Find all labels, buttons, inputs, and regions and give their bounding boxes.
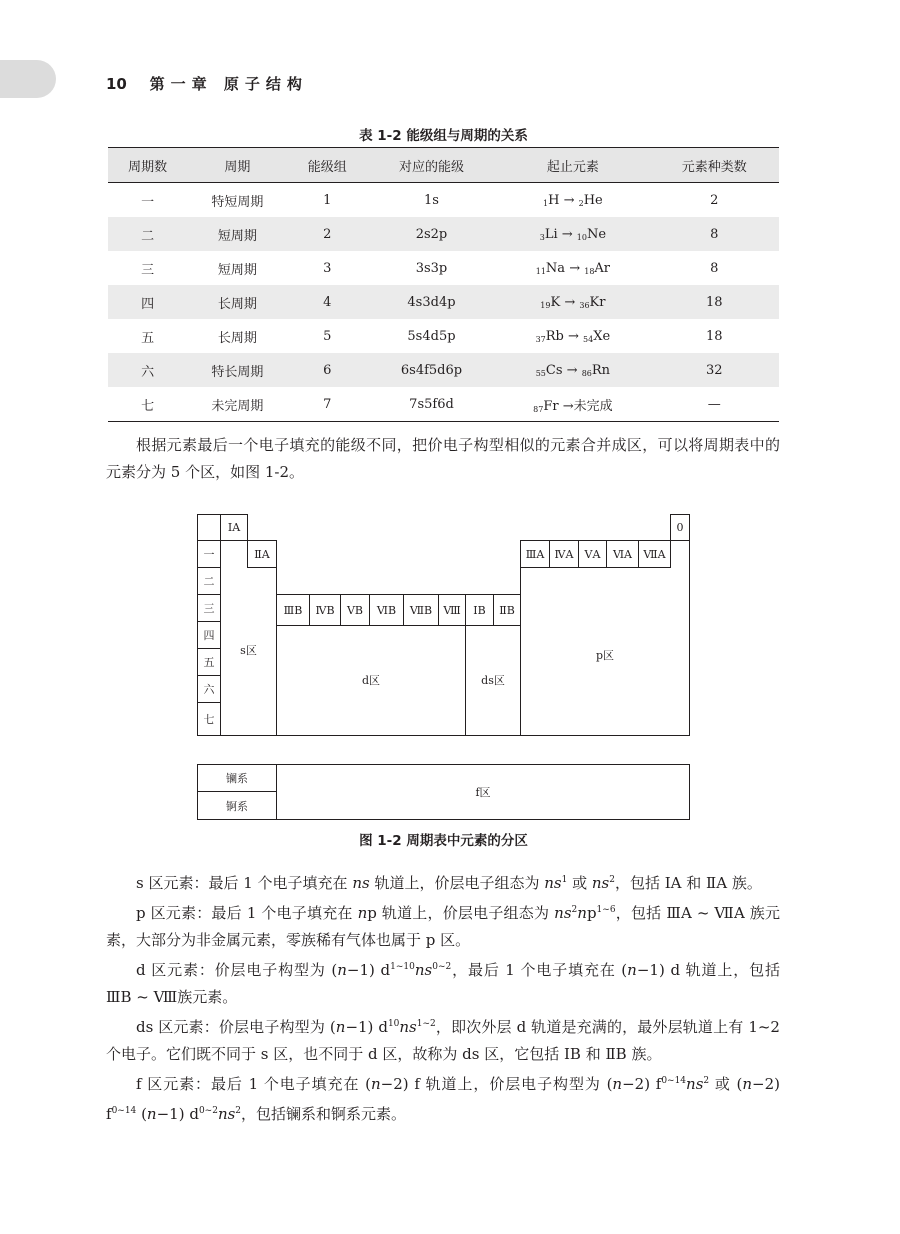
period-label: 七 (197, 702, 221, 736)
cell-period: 未完周期 (187, 387, 287, 422)
table-row (108, 251, 779, 285)
period-label: 六 (197, 675, 221, 703)
intro-paragraph (106, 432, 780, 486)
page-header (106, 73, 308, 94)
cell-levels: 3s3p (415, 260, 448, 276)
p-block-label: p区 (595, 649, 615, 662)
d-group-label: ⅤB (340, 594, 370, 626)
chapter-title: 第一章 原子结构 (149, 75, 308, 93)
cell-count: 18 (650, 285, 779, 319)
period-label: 三 (197, 594, 221, 622)
intro-text: 根据元素最后一个电子填充的能级不同，把价电子构型相似的元素合并成区，可以将周期表中的元素分为 5 个区，如图 1-2。 (106, 436, 780, 481)
cell-levels: 5s4d5p (407, 328, 456, 344)
p-group-label: ⅦA (638, 540, 671, 568)
cell-levels: 1s (424, 192, 439, 208)
cell-elements: $_{19}$K → $_{36}$Kr (496, 285, 649, 319)
cell-levels: 7s5f6d (367, 387, 496, 422)
period-label: 二 (197, 567, 221, 595)
cell-period: 特短周期 (211, 194, 264, 210)
ds-group-label: ⅡB (493, 594, 521, 626)
cell-period-number: 一 (141, 194, 155, 210)
d-group-label: ⅣB (309, 594, 341, 626)
cell-elements: $_3$Li → $_{10}$Ne (496, 217, 649, 251)
header-count: 元素种类数 (650, 148, 779, 183)
table-row (108, 285, 779, 319)
cell-period: 长周期 (217, 330, 257, 346)
period-label: 四 (197, 621, 221, 649)
table-row (108, 353, 779, 387)
page-number: 10 (106, 75, 127, 93)
f-block: f区 (276, 764, 690, 820)
p-group-label: ⅤA (578, 540, 607, 568)
blocks-description (106, 867, 780, 1128)
group-2a-label: ⅡA (247, 540, 277, 568)
cell-level-group: 3 (323, 260, 332, 276)
d-group-label: ⅦB (403, 594, 439, 626)
cell-level-group: 4 (288, 285, 367, 319)
header-period-number: 周期数 (108, 148, 187, 183)
cell-elements: $_{37}$Rb → $_{54}$Xe (535, 328, 611, 344)
actinide-label: 锕系 (197, 791, 277, 820)
cell-period-number: 四 (108, 285, 187, 319)
table-caption: 表 1-2 能级组与周期的关系 (359, 128, 528, 144)
cell-levels: 6s4f5d6p (367, 353, 496, 387)
cell-level-group: 1 (323, 192, 332, 208)
header-period: 周期 (187, 148, 287, 183)
cell-period: 短周期 (217, 262, 257, 278)
period-label: 五 (197, 648, 221, 676)
cell-elements: $_{55}$Cs → $_{86}$Rn (496, 353, 649, 387)
chapter-tab (0, 60, 56, 98)
cell-level-group: 2 (288, 217, 367, 251)
s-block-paragraph: s 区元素：最后 1 个电子填充在 ns 轨道上，价层电子组态为 $ns^1$ 或 $ns^2$，包括 ⅠA 和 ⅡA 族。 (136, 874, 762, 892)
ds-block-label: ds区 (481, 674, 505, 687)
group-0-label: 0 (670, 514, 690, 541)
p-group-label: ⅥA (606, 540, 639, 568)
cell-levels: 4s3d4p (367, 285, 496, 319)
s-block-label: s区 (240, 644, 257, 657)
d-group-label: Ⅷ (438, 594, 466, 626)
header-elements: 起止元素 (496, 148, 649, 183)
cell-count: 8 (710, 260, 719, 276)
cell-elements: $_{11}$Na → $_{18}$Ar (535, 260, 611, 276)
cell-levels: 2s2p (367, 217, 496, 251)
period-label: 一 (197, 540, 221, 568)
cell-period: 短周期 (187, 217, 287, 251)
d-block-label: d区 (361, 674, 381, 687)
cell-period-number: 六 (108, 353, 187, 387)
cell-count: 32 (650, 353, 779, 387)
d-group-label: ⅥB (369, 594, 404, 626)
lanthanide-label: 镧系 (197, 764, 277, 792)
cell-level-group: 7 (288, 387, 367, 422)
figure-caption: 图 1-2 周期表中元素的分区 (359, 833, 528, 849)
cell-elements: $_{87}$Fr →未完成 (496, 387, 649, 422)
ds-group-label: ⅠB (465, 594, 494, 626)
cell-level-group: 6 (288, 353, 367, 387)
cell-elements: $_1$H → $_2$He (543, 192, 603, 208)
cell-period-number: 二 (108, 217, 187, 251)
cell-count: 8 (650, 217, 779, 251)
d-block-paragraph: d 区元素：价层电子构型为 (n−1) $d^{1\sim 10}ns^{0\sim 2}$，最后 1 个电子填充在 (n−1) d 轨道上，包括 ⅢB ~ Ⅷ族元素。 (106, 961, 781, 1006)
cell-level-group: 5 (323, 328, 332, 344)
cell-count: 18 (706, 328, 723, 344)
table-header-row (108, 148, 779, 183)
cell-period: 特长周期 (187, 353, 287, 387)
d-group-label: ⅢB (276, 594, 310, 626)
header-level-group: 能级组 (288, 148, 367, 183)
period-blank (197, 514, 221, 541)
cell-period-number: 三 (141, 262, 155, 278)
group-1a-label: ⅠA (220, 514, 248, 541)
p-group-label: ⅢA (520, 540, 550, 568)
p-group-label: ⅣA (549, 540, 579, 568)
table-row (108, 217, 779, 251)
cell-count: 2 (710, 192, 719, 208)
table-row (108, 183, 779, 218)
cell-count: — (650, 387, 779, 422)
energy-level-table (108, 147, 779, 422)
cell-period: 长周期 (187, 285, 287, 319)
cell-period-number: 五 (141, 330, 155, 346)
table-row (108, 387, 779, 422)
ds-block-paragraph: ds 区元素：价层电子构型为 (n−1) $d^{10}ns^{1\sim 2}$，即次外层 d 轨道是充满的，最外层轨道上有 1~2 个电子。它们既不同于 s 区，也不同于 d 区，故称为 ds 区，它包括 ⅠB 和 ⅡB 族。 (106, 1018, 780, 1063)
p-block-paragraph: p 区元素：最后 1 个电子填充在 np 轨道上，价层电子组态为 $ns^2np^{1\sim 6}$，包括 ⅢA ~ ⅦA 族元素，大部分为非金属元素，零族稀有气体也属于 p 区。 (106, 904, 780, 949)
f-block-paragraph: f 区元素：最后 1 个电子填充在 (n−2) f 轨道上，价层电子构型为 (n−2) $f^{0\sim 14}ns^2$ 或 (n−2) $f^{0\sim 14}$ (n−1) $d^{0\sim 2}ns^2$，包括镧系和锕系元素。 (106, 1075, 780, 1123)
cell-period-number: 七 (108, 387, 187, 422)
table-row (108, 319, 779, 353)
header-levels: 对应的能级 (367, 148, 496, 183)
